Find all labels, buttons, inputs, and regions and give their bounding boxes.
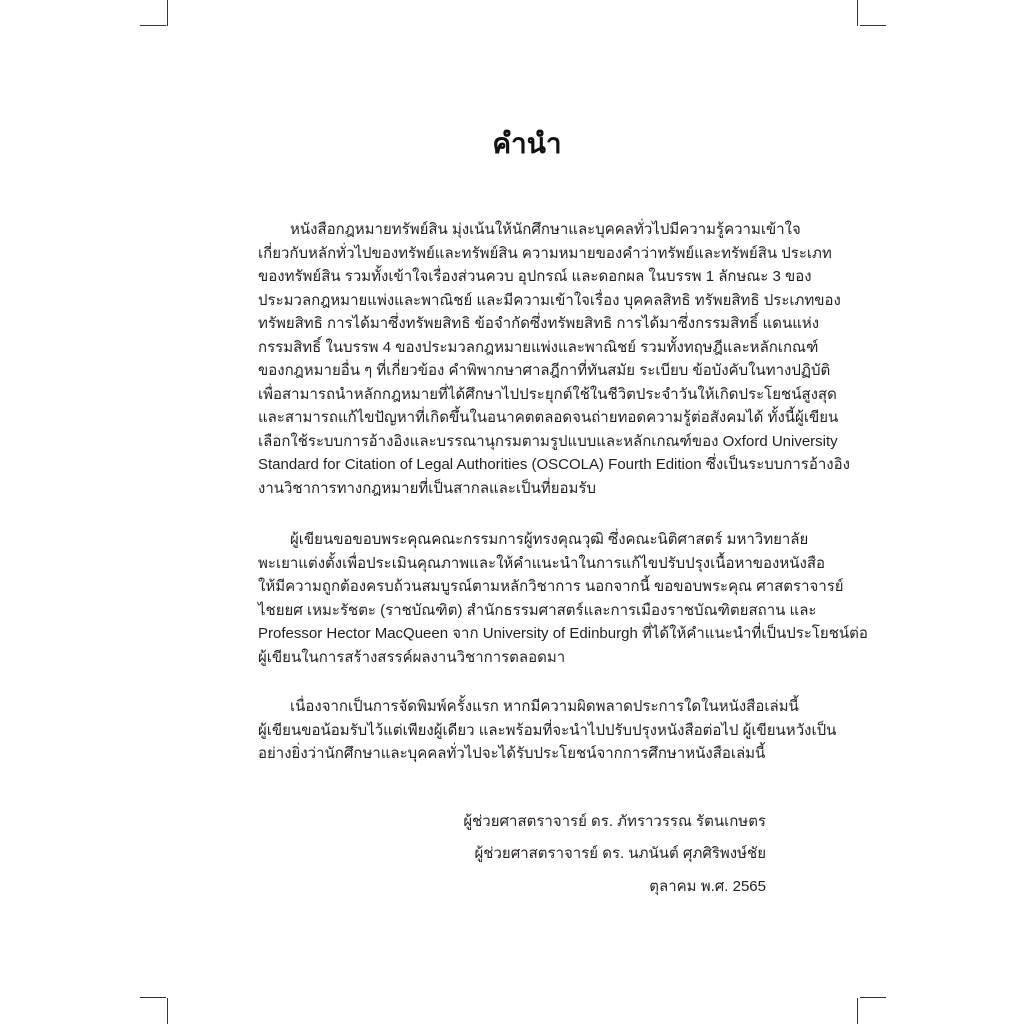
paragraph-line: และสามารถแก้ไขปัญหาที่เกิดขึ้นในอนาคตตลอดจนถ่ายทอดความรู้ต่อสังคมได้ ทั้งนี้ผู้เขียน [258, 409, 839, 426]
date-line: ตุลาคม พ.ศ. 2565 [649, 878, 766, 895]
paragraph-line: ผู้เขียนในการสร้างสรรค์ผลงานวิชาการตลอดมา [258, 648, 566, 666]
paragraph-line: ผู้เขียนขอขอบพระคุณคณะกรรมการผู้ทรงคุณวุฒิ ซึ่งคณะนิติศาสตร์ มหาวิทยาลัย [290, 531, 809, 548]
paragraph-line: ประมวลกฎหมายแพ่งและพาณิชย์ และมีความเข้าใจเรื่อง บุคคลสิทธิ ทรัพยสิทธิ ประเภทของ [258, 291, 841, 309]
paragraph-line: เนื่องจากเป็นการจัดพิมพ์ครั้งแรก หากมีความผิดพลาดประการใดในหนังสือเล่มนี้ [290, 698, 799, 715]
crop-mark [167, 0, 168, 26]
paragraph-line: Professor Hector MacQueen จาก University of Edinburgh ที่ได้ให้คำแนะนำที่เป็นประโยชน์ต่อ [258, 625, 868, 642]
paragraph-line: เลือกใช้ระบบการอ้างอิงและบรรณานุกรมตามรูปแบบและหลักเกณฑ์ของ Oxford University [258, 432, 838, 450]
crop-mark [140, 997, 166, 998]
crop-mark [140, 25, 166, 26]
paragraph-line: งานวิชาการทางกฎหมายที่เป็นสากลและเป็นที่ยอมรับ [258, 479, 596, 497]
page-title: คำนำ [492, 128, 562, 159]
paragraph-line: ไชยยศ เหมะรัชตะ (ราชบัณฑิต) สำนักธรรมศาสตร์และการเมืองราชบัณฑิตยสถาน และ [258, 601, 817, 619]
paragraph-line: เกี่ยวกับหลักทั่วไปของทรัพย์และทรัพย์สิน ความหมายของคำว่าทรัพย์และทรัพย์สิน ประเภท [258, 244, 832, 262]
paragraph-line: ของกฎหมายอื่น ๆ ที่เกี่ยวข้อง คำพิพากษาศาลฎีกาที่ทันสมัย ระเบียบ ข้อบังคับในทางปฏิบัติ [258, 362, 831, 379]
paragraph-line: ให้มีความถูกต้องครบถ้วนสมบูรณ์ตามหลักวิชาการ นอกจากนี้ ขอขอบพระคุณ ศาสตราจารย์ [258, 578, 844, 595]
paragraph-line: ของทรัพย์สิน รวมทั้งเข้าใจเรื่องส่วนควบ อุปกรณ์ และดอกผล ในบรรพ 1 ลักษณะ 3 ของ [258, 268, 812, 285]
crop-mark [857, 998, 858, 1024]
crop-mark [860, 25, 886, 26]
crop-mark [860, 997, 886, 998]
crop-mark [167, 998, 168, 1024]
author-name: ผู้ช่วยศาสตราจารย์ ดร. ภัทราวรรณ รัตนเกษตร [463, 813, 766, 830]
paragraph-line: ผู้เขียนขอน้อมรับไว้แต่เพียงผู้เดียว และพร้อมที่จะนำไปปรับปรุงหนังสือต่อไป ผู้เขียนหวังเป็น [258, 721, 837, 739]
paragraph-line: เพื่อสามารถนำหลักกฎหมายที่ได้ศึกษาไปประยุกต์ใช้ในชีวิตประจำวันให้เกิดประโยชน์สูงสุด [258, 385, 837, 403]
paragraph-line: กรรมสิทธิ์ ในบรรพ 4 ของประมวลกฎหมายแพ่งและพาณิชย์ รวมทั้งทฤษฎีและหลักเกณฑ์ [258, 338, 819, 356]
paragraph-line: อย่างยิ่งว่านักศึกษาและบุคคลทั่วไปจะได้รับประโยชน์จากการศึกษาหนังสือเล่มนี้ [258, 745, 766, 762]
paragraph-line: Standard for Citation of Legal Authorities (OSCOLA) Fourth Edition ซึ่งเป็นระบบการอ้างอิง [258, 456, 850, 473]
paragraph-line: หนังสือกฎหมายทรัพย์สิน มุ่งเน้นให้นักศึกษาและบุคคลทั่วไปมีความรู้ความเข้าใจ [290, 221, 801, 238]
paragraph-line: ทรัพยสิทธิ การได้มาซึ่งทรัพยสิทธิ ข้อจำกัดซึ่งทรัพยสิทธิ การได้มาซึ่งกรรมสิทธิ์ แดนแห่ง [258, 315, 820, 332]
author-name: ผู้ช่วยศาสตราจารย์ ดร. นภนันต์ ศุภศิริพงษ์ชัย [474, 845, 766, 862]
crop-mark [857, 0, 858, 26]
paragraph-line: พะเยาแต่งตั้งเพื่อประเมินคุณภาพและให้คำแนะนำในการแก้ไขปรับปรุงเนื้อหาของหนังสือ [258, 554, 826, 572]
